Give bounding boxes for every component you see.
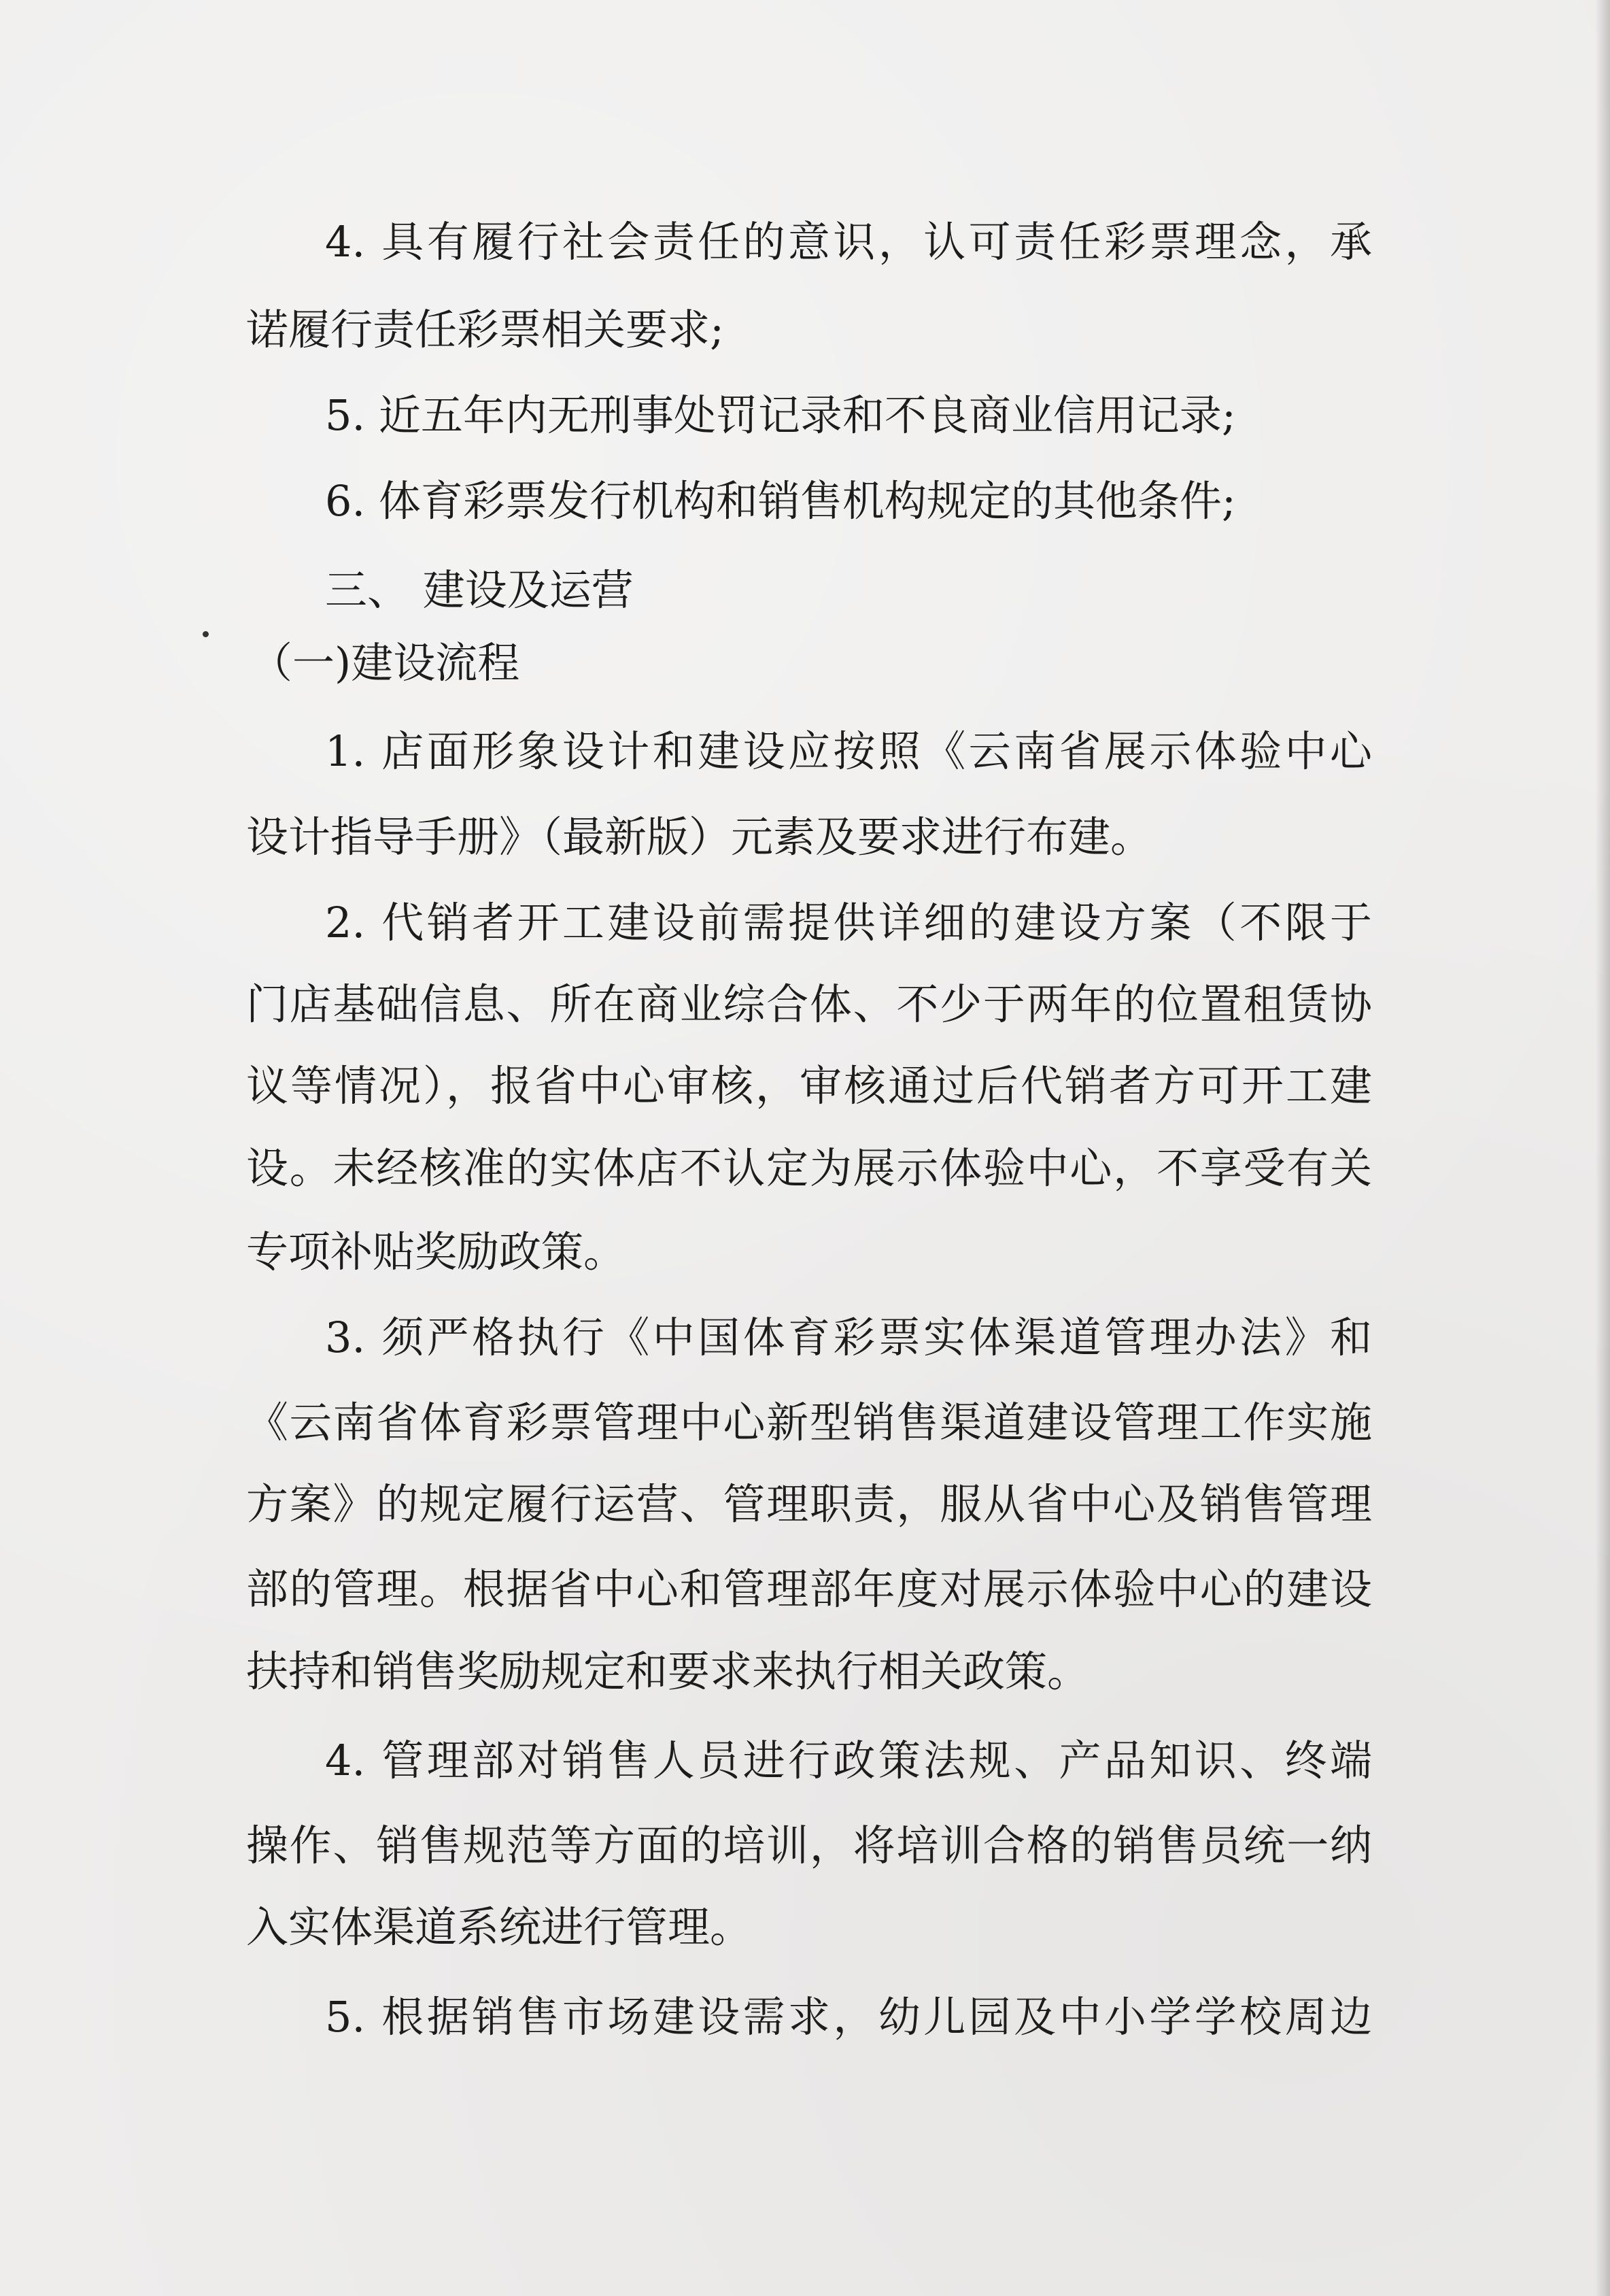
text-line: 操作、销售规范等方面的培训，将培训合格的销售员统一纳 bbox=[246, 1821, 1372, 1870]
text-line: 《云南省体育彩票管理中心新型销售渠道建设管理工作实施 bbox=[246, 1398, 1372, 1447]
page-edge-shadow bbox=[1595, 0, 1610, 2296]
text-line: 专项补贴奖励政策。 bbox=[246, 1227, 626, 1277]
text-line: 3. 须严格执行《中国体育彩票实体渠道管理办法》和 bbox=[325, 1313, 1372, 1362]
subsection-heading: （一)建设流程 bbox=[250, 638, 520, 688]
text-line: 4. 管理部对销售人员进行政策法规、产品知识、终端 bbox=[325, 1736, 1372, 1785]
text-line: 1. 店面形象设计和建设应按照《云南省展示体验中心 bbox=[325, 726, 1372, 776]
text-line: 方案》的规定履行运营、管理职责，服从省中心及销售管理 bbox=[246, 1479, 1372, 1529]
text-line: 门店基础信息、所在商业综合体、不少于两年的位置租赁协 bbox=[246, 979, 1372, 1029]
scan-speck bbox=[203, 631, 209, 637]
text-line: 4. 具有履行社会责任的意识，认可责任彩票理念，承 bbox=[325, 217, 1372, 267]
text-line: 设。未经核准的实体店不认定为展示体验中心，不享受有关 bbox=[246, 1143, 1372, 1193]
text-line: 诺履行责任彩票相关要求; bbox=[246, 305, 724, 354]
text-line: 2. 代销者开工建设前需提供详细的建设方案（不限于 bbox=[325, 898, 1372, 947]
text-line: 设计指导手册》（最新版）元素及要求进行布建。 bbox=[246, 812, 1153, 862]
section-heading: 三、 建设及运营 bbox=[325, 565, 634, 615]
text-line: 入实体渠道系统进行管理。 bbox=[246, 1902, 753, 1952]
text-line: 6. 体育彩票发行机构和销售机构规定的其他条件; bbox=[325, 476, 1236, 526]
text-line: 5. 近五年内无刑事处罚记录和不良商业信用记录; bbox=[325, 390, 1236, 440]
text-line: 议等情况），报省中心审核，审核通过后代销者方可开工建 bbox=[246, 1061, 1372, 1111]
text-line: 5. 根据销售市场建设需求，幼儿园及中小学学校周边 bbox=[325, 1992, 1372, 2042]
text-line: 部的管理。根据省中心和管理部年度对展示体验中心的建设 bbox=[246, 1564, 1372, 1614]
text-line: 扶持和销售奖励规定和要求来执行相关政策。 bbox=[246, 1647, 1090, 1696]
